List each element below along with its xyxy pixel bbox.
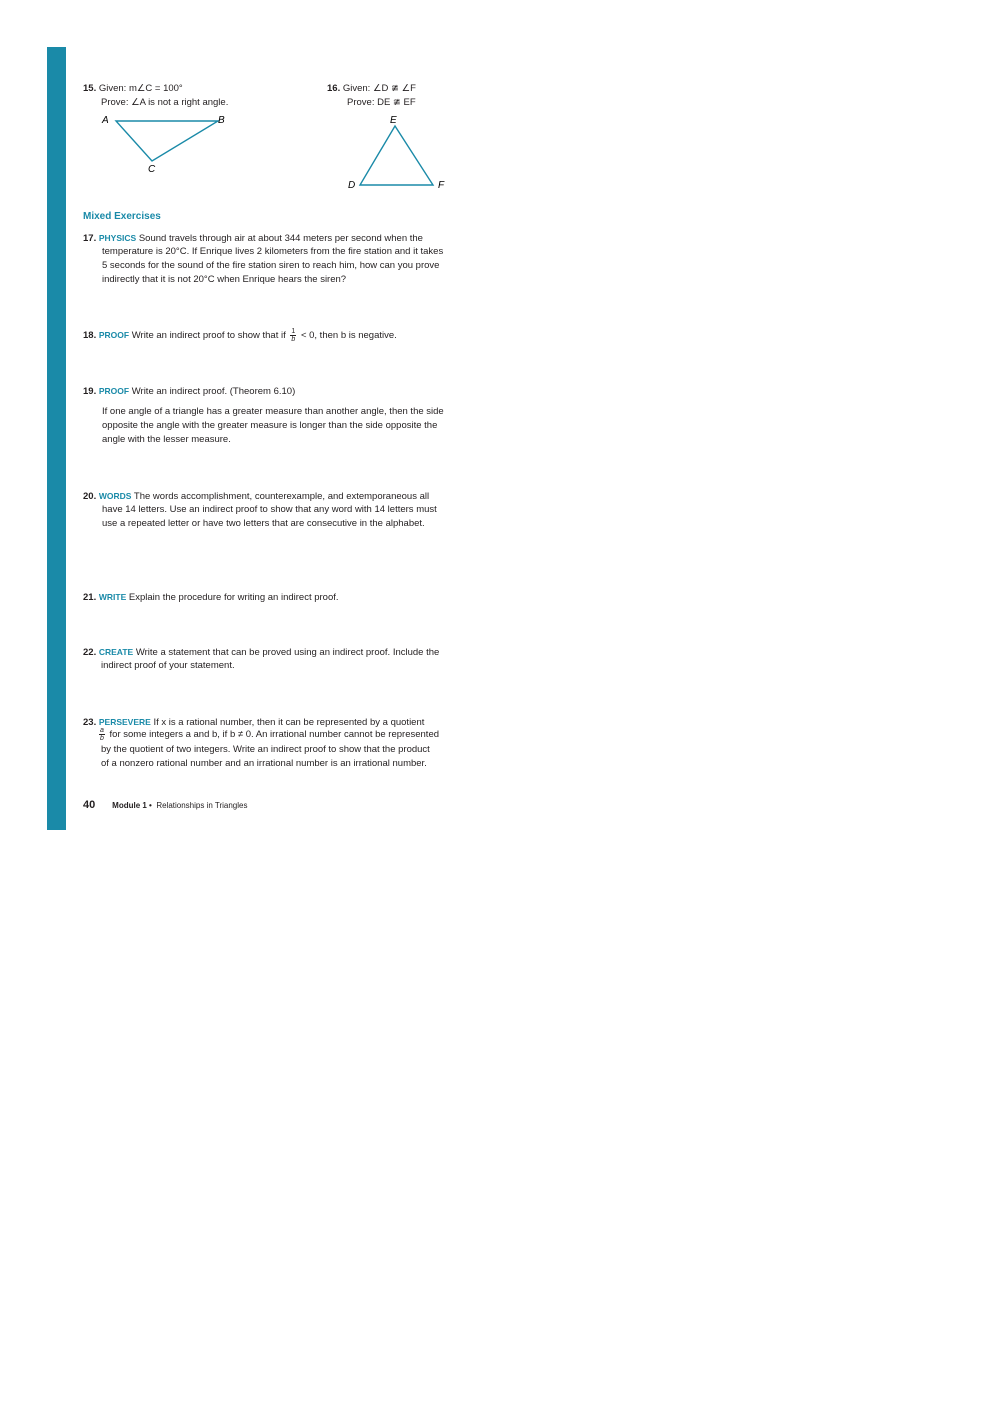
problem-text-line: use a repeated letter or have two letters that are consecutive in the alphabet. — [102, 518, 425, 529]
problem-text-line: 5 seconds for the sound of the fire station siren to reach him, how can you prove — [102, 260, 440, 271]
problem-tag: PERSEVERE — [98, 717, 151, 727]
problem-22 — [83, 645, 439, 660]
problem-text-line: of a nonzero rational number and an irrational number is an irrational number. — [101, 758, 427, 769]
module-label: Module 1 • — [112, 801, 152, 810]
triangle-abc-figure — [100, 112, 230, 177]
problem-15-given: 15. Given: m∠C = 100° — [83, 83, 183, 94]
problem-text-line: have 14 letters. Use an indirect proof to show that any word with 14 letters must — [102, 504, 437, 515]
problem-tag: PROOF — [98, 330, 130, 340]
problem-number: 20. — [83, 491, 97, 502]
problem-text-line: If x is a rational number, then it can be represented by a quotient — [153, 717, 425, 728]
problem-text-line: Sound travels through air at about 344 meters per second when the — [138, 233, 423, 244]
problem-text-line: indirectly that it is not 20°C when Enrique hears the siren? — [102, 274, 347, 285]
problem-19: 19. PROOF Write an indirect proof. (Theorem 6.10) — [83, 386, 296, 397]
problem-18: 18. PROOF Write an indirect proof to show that if $\frac{1}{b}$ < 0, then b is negative. — [83, 327, 397, 343]
accent-sidebar — [47, 47, 66, 830]
vertex-label-f: F — [438, 180, 445, 191]
problem-number: 23. — [83, 717, 97, 728]
problem-text-line: by the quotient of two integers. Write an indirect proof to show that the product — [101, 744, 430, 755]
fraction-a-over-b: $\frac{a}{b}$ — [100, 726, 104, 742]
vertex-label-b: B — [218, 115, 225, 126]
problem-number: 15. — [83, 83, 97, 94]
vertex-label-e: E — [390, 115, 397, 126]
triangle-def-figure — [340, 112, 460, 192]
problem-tag: WRITE — [98, 592, 127, 602]
page-number: 40 — [83, 799, 96, 811]
theorem-text-line: opposite the angle with the greater measure is longer than the side opposite the — [102, 420, 438, 431]
problem-17 — [83, 231, 423, 246]
problem-number: 17. — [83, 233, 97, 244]
problem-text-line: The words accomplishment, counterexample, and extemporaneous all — [133, 491, 430, 502]
problem-number: 16. — [327, 83, 341, 94]
vertex-label-d: D — [348, 180, 356, 191]
problem-tag: PHYSICS — [98, 233, 137, 243]
problem-tag: PROOF — [98, 386, 130, 396]
theorem-text-line: angle with the lesser measure. — [102, 434, 231, 445]
problem-number: 19. — [83, 386, 97, 397]
vertex-label-c: C — [148, 164, 156, 175]
page-footer — [83, 795, 247, 813]
theorem-text-line: If one angle of a triangle has a greater measure than another angle, then the side — [102, 406, 444, 417]
fraction-one-over-b: $\frac{1}{b}$ — [291, 327, 296, 343]
problem-number: 18. — [83, 330, 97, 341]
triangle-abc — [116, 121, 218, 161]
problem-text-line: indirect proof of your statement. — [101, 660, 235, 671]
problem-text-line: Write a statement that can be proved using an indirect proof. Include the — [135, 647, 440, 658]
problem-text-line: temperature is 20°C. If Enrique lives 2 kilometers from the fire station and it takes — [102, 246, 444, 257]
problem-tag: WORDS — [98, 491, 132, 501]
problem-21: 21. WRITE Explain the procedure for writing an indirect proof. — [83, 592, 339, 603]
problem-tag: CREATE — [98, 647, 134, 657]
problem-16-given: 16. Given: ∠D ≇ ∠F — [327, 83, 416, 94]
problem-16-prove: Prove: DE ≇ EF — [347, 97, 416, 108]
problem-text-line-with-fraction: $\frac{a}{b}$ for some integers a and b, if b ≠ 0. An irrational number cannot be represented — [100, 726, 440, 742]
section-heading: Mixed Exercises — [83, 211, 161, 222]
problem-15-prove: Prove: ∠A is not a right angle. — [101, 97, 229, 108]
problem-20 — [83, 489, 429, 504]
vertex-label-a: A — [102, 115, 109, 126]
triangle-def — [360, 126, 433, 185]
problem-number: 22. — [83, 647, 97, 658]
problem-number: 21. — [83, 592, 97, 603]
module-title: Relationships in Triangles — [156, 801, 248, 810]
